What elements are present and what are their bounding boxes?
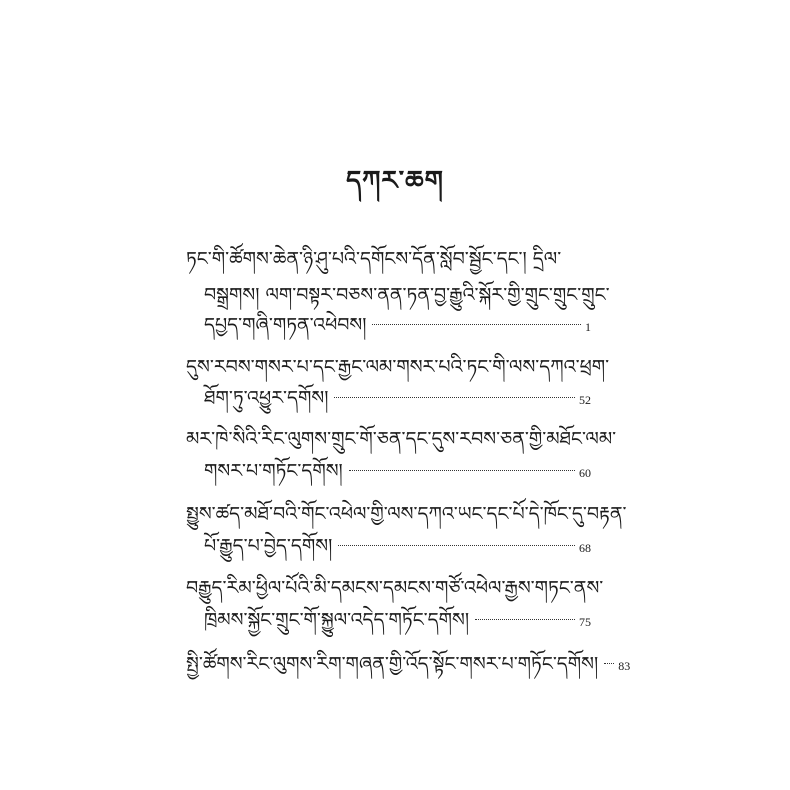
toc-entry-4-line-1: སྤྱུས་ཚད་མཐོ་བའི་གོང་འཕེལ་གྱི་ལས་དཀའ་ཡང་དང་པོ་དེ་ཁོང་དུ་བརྟན་ — [186, 503, 627, 525]
toc-entry-1-line-1: ཏང་གི་ཚོགས་ཆེན་ཉི་ཤུ་པའི་དགོངས་དོན་སློབ་སྦྱོང་དང་། དྲིལ་ — [186, 248, 562, 270]
toc-entry-6-text: སྤྱི་ཚོགས་རིང་ལུགས་རིག་གཞན་གྱི་འོད་སྟོང་གསར་པ་གཏོང་དགོས། — [186, 653, 599, 675]
toc-entry-6-last-line[interactable] — [186, 650, 631, 678]
toc-entry-4-last-line[interactable] — [204, 532, 591, 560]
toc-entry-1-last-line[interactable] — [204, 311, 591, 339]
toc-entry-2-text: ཐོག་ཏུ་འཕྱུར་དགོས། — [204, 387, 329, 409]
dot-leader — [338, 545, 575, 546]
toc-entry-5-text: ཁྲིམས་སྐྱོང་གྲུང་གོ་སྐྱུལ་འདེད་གཏོང་དགོས། — [204, 609, 470, 631]
dot-leader — [475, 619, 575, 620]
toc-entry-2-last-line[interactable] — [204, 384, 591, 412]
toc-entry-3-page: 60 — [579, 466, 591, 480]
dot-leader — [334, 397, 575, 398]
toc-entry-2-line-1: དུས་རབས་གསར་པ་དང་རྒྱང་ལམ་གསར་པའི་ཏང་གི་ལས་དཀའ་ཕྲག་ — [186, 356, 610, 378]
toc-entry-3-text: གསར་པ་གཏོང་དགོས། — [204, 460, 343, 482]
dot-leader — [349, 470, 575, 471]
toc-entry-1-page: 1 — [585, 320, 591, 334]
page-title: དཀར་ཆག — [346, 166, 444, 196]
toc-entry-4-page: 68 — [579, 541, 591, 555]
toc-entry-5-page: 75 — [579, 615, 591, 629]
dot-leader — [372, 324, 581, 325]
toc-entry-4-text: པོ་རྒྱུད་པ་བྱེད་དགོས། — [204, 535, 333, 557]
toc-entry-1-text: དཔྱད་གཞི་གཏན་འཕེབས། — [204, 314, 367, 336]
toc-entry-3-last-line[interactable] — [204, 457, 591, 485]
toc-entry-5-last-line[interactable] — [204, 606, 591, 634]
dot-leader — [604, 663, 614, 664]
toc-entry-6-page: 83 — [618, 659, 631, 673]
toc-entry-3-line-1: མར་ཁེ་སིའི་རིང་ལུགས་གྲུང་གོ་ཅན་དང་དུས་རབས་ཅན་གྱི་མཐོང་ལམ་ — [186, 428, 617, 450]
toc-entry-1-line-2: བསྒྲགས། ལག་བསྟར་བཅས་ནན་ཏན་བྱ་རྒྱུའི་སྐོར་གྱི་གྲུང་གྲུང་གྲུང་ — [204, 284, 610, 306]
toc-entry-2-page: 52 — [579, 393, 591, 407]
toc-entry-5-line-1: བརྒྱུད་རིམ་ཕྱིལ་པོའི་མི་དམངས་དམངས་གཙོ་འཕེལ་རྒྱས་གཏང་ནས་ — [186, 577, 604, 599]
